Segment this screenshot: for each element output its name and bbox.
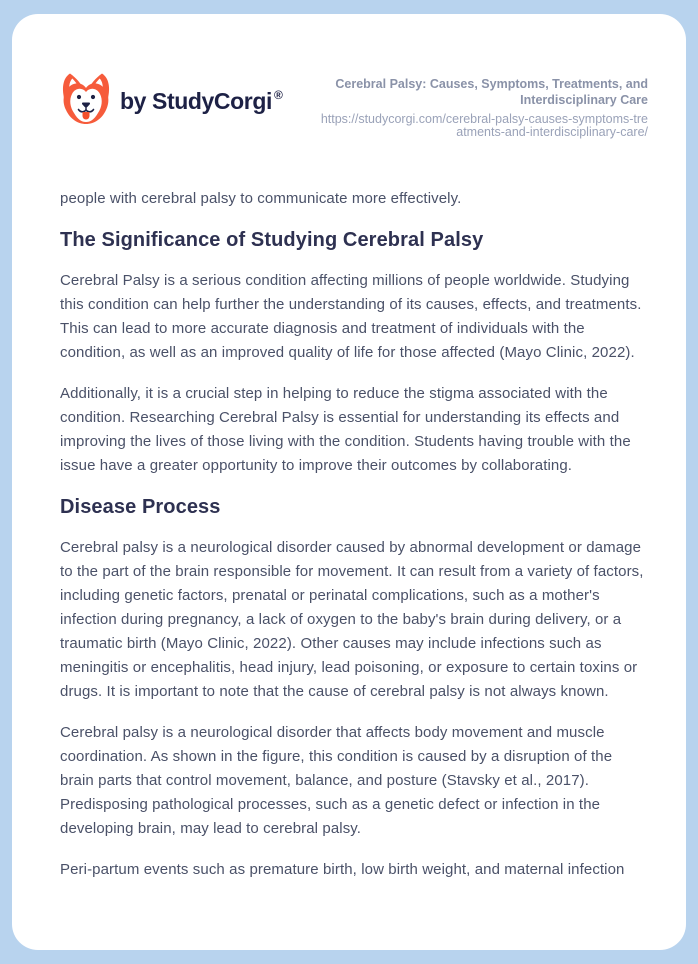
paragraph-truncated: Peri-partum events such as premature birth, low birth weight, and maternal infection xyxy=(60,861,625,878)
registered-trademark-symbol: ® xyxy=(273,87,283,102)
paragraph: Cerebral palsy is a neurological disorder caused by abnormal development or damage to the part of the brain responsible for movement. It can result from a variety of factors, including genetic factors, prenatal or perinatal complications, such as a mother's infection during pregnancy, a lack of oxygen to the baby's brain during delivery, or a traumatic birth (Mayo Clinic, 2022). Other causes may include infections such as meningitis or encephalitis, head injury, lead poisoning, or exposure to certain toxins or drugs. It is important to note that the cause of cerebral palsy is not always known. xyxy=(60,539,644,700)
corgi-logo-icon xyxy=(60,72,112,130)
brand-label: by StudyCorgi xyxy=(120,87,272,114)
intro-fragment-paragraph: people with cerebral palsy to communicate more effectively. xyxy=(60,190,462,207)
paragraph: Additionally, it is a crucial step in helping to reduce the stigma associated with the condition. Researching Cerebral Palsy is essential for understanding its effects and improving the lives of those living with the condition. Students having trouble with the issue have a greater opportunity to improve their outcomes by collaborating. xyxy=(60,385,631,474)
section-heading-disease-process: Disease Process xyxy=(60,496,221,518)
section-heading-significance: The Significance of Studying Cerebral Palsy xyxy=(60,229,484,251)
document-url-link[interactable]: https://studycorgi.com/cerebral-palsy-causes-symptoms-treatments-and-interdisciplinary-care/ xyxy=(320,112,648,139)
document-meta xyxy=(318,70,648,139)
document-card xyxy=(12,14,686,950)
brand-name xyxy=(120,88,282,115)
article-body xyxy=(60,187,648,882)
document-title: Cerebral Palsy: Causes, Symptoms, Treatments, and Interdisciplinary Care xyxy=(335,77,648,107)
document-header xyxy=(60,70,648,139)
paragraph: Cerebral Palsy is a serious condition affecting millions of people worldwide. Studying this condition can help further the understanding of its causes, effects, and treatments. This can lead to more accurate diagnosis and treatment of individuals with the condition, as well as an improved quality of life for those affected (Mayo Clinic, 2022). xyxy=(60,272,642,361)
paragraph: Cerebral palsy is a neurological disorder that affects body movement and muscle coordination. As shown in the figure, this condition is caused by a disruption of the brain parts that control movement, balance, and posture (Stavsky et al., 2017). Predisposing pathological processes, such as a genetic defect or infection in the developing brain, may lead to cerebral palsy. xyxy=(60,724,613,837)
brand xyxy=(60,70,282,130)
